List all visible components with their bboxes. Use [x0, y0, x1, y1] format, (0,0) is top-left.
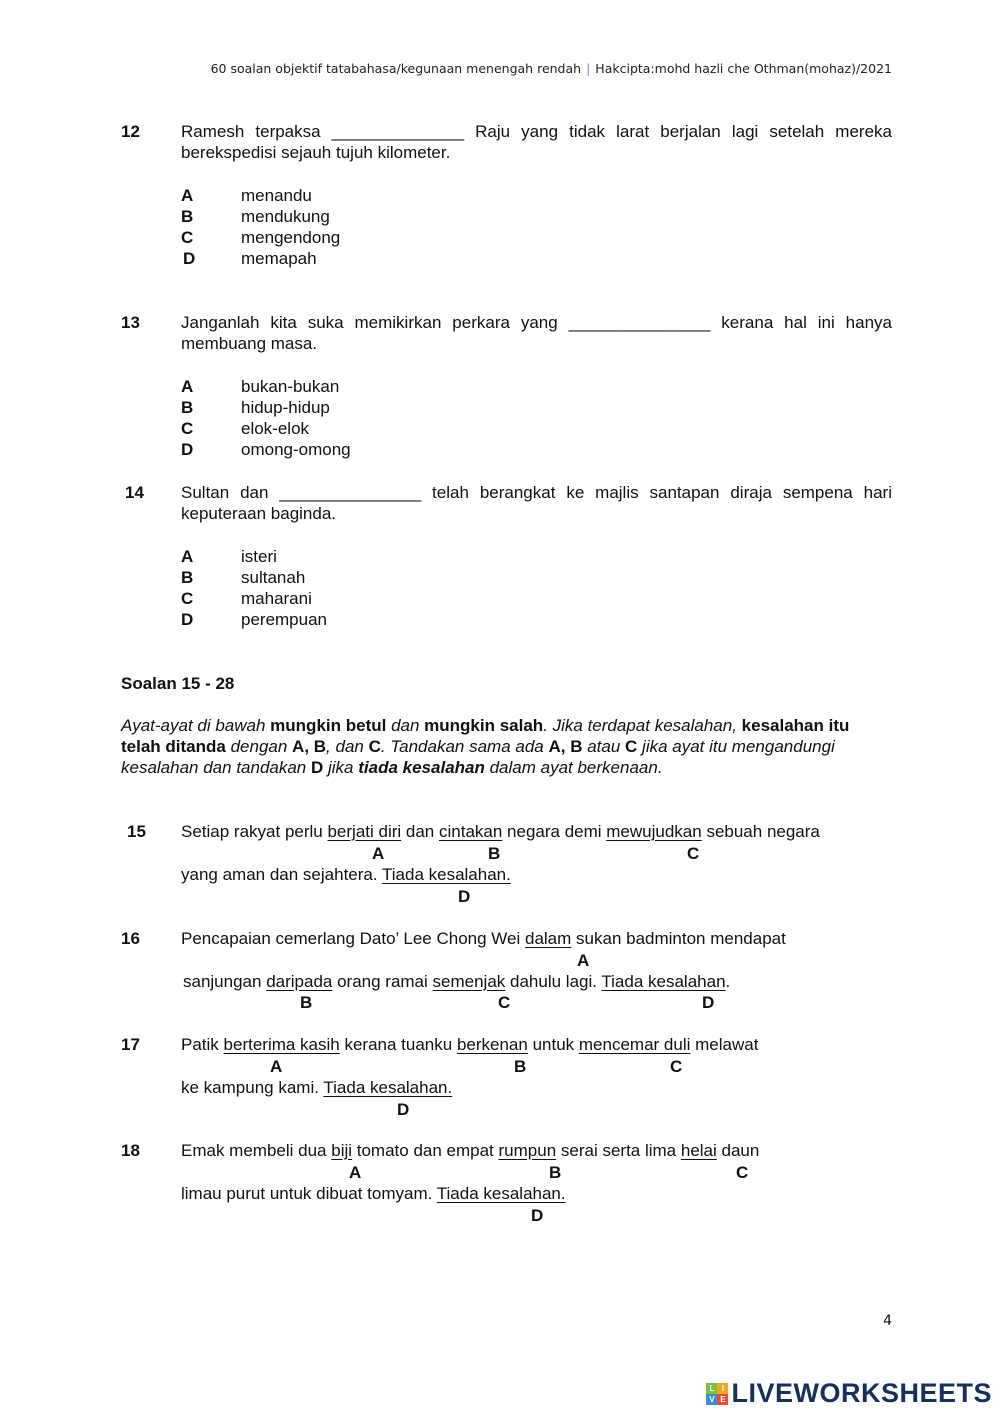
mark-c[interactable]: C [670, 1057, 683, 1076]
header-copyright: Hakcipta:mohd hazli che Othman(mohaz)/2021 [595, 61, 892, 76]
mark-a[interactable]: A [372, 844, 385, 863]
instr-bold: tiada kesalahan [358, 758, 485, 777]
option-letter: B [181, 207, 194, 226]
underlined-segment-b: rumpun [498, 1141, 557, 1160]
sentence-text: kerana tuanku [339, 1035, 457, 1054]
sentence-text: Emak membeli dua [181, 1141, 332, 1160]
sentence-text: negara demi [502, 822, 607, 841]
option-letter: D [181, 440, 194, 459]
section-title: Soalan 15 - 28 [121, 674, 235, 693]
logo-letter: I [717, 1383, 728, 1394]
option-letter: C [181, 228, 194, 247]
instr-text: . Jika terdapat kesalahan, [543, 716, 742, 735]
sentence-text: . [725, 972, 731, 991]
sentence-text: sanjungan [183, 972, 267, 991]
instr-text: jika ayat itu mengandungi kesalahan dan tandakan [121, 737, 835, 777]
logo-letter: E [717, 1394, 728, 1405]
underlined-segment-c: helai [680, 1141, 717, 1160]
sentence-text: Patik [181, 1035, 224, 1054]
instr-bold: mungkin betul [270, 716, 387, 735]
header-title: 60 soalan objektif tatabahasa/kegunaan menengah rendah [210, 61, 582, 76]
sentence-text: serai serta lima [556, 1141, 681, 1160]
underlined-segment-a: dalam [525, 929, 572, 948]
question-text: Janganlah kita suka memikirkan perkara yang _______________ kerana hal ini hanya membuang masa. [181, 313, 892, 353]
underlined-segment-a: berjati diri [327, 822, 402, 841]
sentence-text: melawat [690, 1035, 759, 1054]
underlined-segment-c: semenjak [432, 972, 506, 991]
mark-b[interactable]: B [488, 844, 501, 863]
instr-bold: C [625, 737, 638, 756]
liveworksheets-brand[interactable] [706, 1378, 992, 1409]
question-number: 15 [127, 822, 146, 841]
option-text: maharani [241, 589, 312, 608]
sentence-line-2 [181, 1183, 566, 1204]
mark-c[interactable]: C [687, 844, 700, 863]
mark-b[interactable]: B [514, 1057, 527, 1076]
mark-a[interactable]: A [270, 1057, 283, 1076]
sentence-text: sebuah negara [701, 822, 820, 841]
underlined-segment-b: cintakan [438, 822, 503, 841]
sentence-line-1 [181, 1034, 758, 1055]
underlined-segment-b: berkenan [456, 1035, 528, 1054]
sentence-text: Setiap rakyat perlu [181, 822, 328, 841]
mark-d[interactable]: D [531, 1206, 544, 1225]
option-letter: B [181, 398, 194, 417]
option-text: omong-omong [241, 440, 351, 459]
logo-letter: V [706, 1394, 717, 1405]
option-text: sultanah [241, 568, 306, 587]
mark-b[interactable]: B [300, 993, 313, 1012]
mark-c[interactable]: C [736, 1163, 749, 1182]
instr-bold: C [368, 737, 381, 756]
header-separator: | [586, 61, 591, 76]
brand-name: LIVEWORKSHEETS [731, 1378, 992, 1408]
mark-b[interactable]: B [549, 1163, 562, 1182]
question-text: Sultan dan _______________ telah berangkat ke majlis santapan diraja sempena hari keputeraan baginda. [181, 483, 892, 523]
sentence-text: dan [401, 822, 439, 841]
underlined-segment-d: Tiada kesalahan. [323, 1078, 453, 1097]
sentence-text: orang ramai [332, 972, 433, 991]
question-number: 13 [121, 313, 140, 332]
question-text: Ramesh terpaksa ______________ Raju yang tidak larat berjalan lagi setelah mereka berekspedisi sejauh tujuh kilometer. [181, 122, 892, 162]
sentence-line-2 [183, 971, 730, 992]
logo-letter: L [706, 1383, 717, 1394]
underlined-segment-b: daripada [266, 972, 333, 991]
option-text: bukan-bukan [241, 377, 340, 396]
option-letter: D [183, 249, 196, 268]
option-text: menandu [241, 186, 312, 205]
underlined-segment-c: mencemar duli [578, 1035, 691, 1054]
sentence-text: limau purut untuk dibuat tomyam. [181, 1184, 437, 1203]
option-letter: A [181, 377, 194, 396]
option-text: mengendong [241, 228, 341, 247]
instr-text: Ayat-ayat di bawah [121, 716, 271, 735]
sentence-line-1 [181, 1140, 759, 1161]
instr-text: . Tandakan sama ada [380, 737, 549, 756]
option-text: isteri [241, 547, 277, 566]
sentence-line-1 [181, 821, 820, 842]
underlined-segment-a: biji [331, 1141, 353, 1160]
option-letter: D [181, 610, 194, 629]
mark-c[interactable]: C [498, 993, 511, 1012]
sentence-text: yang aman dan sejahtera. [181, 865, 382, 884]
instr-text: dalam ayat berkenaan. [484, 758, 663, 777]
instr-text: dan [386, 716, 425, 735]
sentence-line-2 [181, 864, 511, 885]
instr-text: dengan [225, 737, 293, 756]
option-letter: A [181, 547, 194, 566]
underlined-segment-d: Tiada kesalahan [601, 972, 726, 991]
sentence-text: sukan badminton mendapat [571, 929, 786, 948]
instr-bold: A, B [548, 737, 583, 756]
instr-bold: D [311, 758, 324, 777]
option-letter: B [181, 568, 194, 587]
section-instructions [121, 715, 892, 778]
sentence-text: tomato dan empat [352, 1141, 499, 1160]
question-number: 12 [121, 122, 140, 141]
mark-d[interactable]: D [397, 1100, 410, 1119]
option-text: memapah [241, 249, 317, 268]
mark-a[interactable]: A [577, 951, 590, 970]
underlined-segment-c: mewujudkan [606, 822, 702, 841]
instr-bold: kesalahan itu telah ditanda [121, 716, 850, 756]
instr-bold: mungkin salah [424, 716, 544, 735]
option-text: mendukung [241, 207, 330, 226]
sentence-text: untuk [527, 1035, 579, 1054]
instr-bold: A, B [292, 737, 327, 756]
option-text: hidup-hidup [241, 398, 330, 417]
option-letter: C [181, 589, 194, 608]
option-text: elok-elok [241, 419, 310, 438]
question-number: 14 [125, 483, 144, 502]
option-text: perempuan [241, 610, 328, 629]
question-number: 18 [121, 1141, 140, 1160]
page-header [211, 61, 892, 76]
option-letter: A [181, 186, 194, 205]
mark-d[interactable]: D [702, 993, 715, 1012]
instr-text: atau [582, 737, 626, 756]
mark-a[interactable]: A [349, 1163, 362, 1182]
underlined-segment-d: Tiada kesalahan. [436, 1184, 566, 1203]
underlined-segment-a: berterima kasih [223, 1035, 340, 1054]
sentence-text: daun [716, 1141, 760, 1160]
instr-text: jika [323, 758, 359, 777]
sentence-text: dahulu lagi. [505, 972, 602, 991]
instr-text: , dan [326, 737, 369, 756]
option-letter: C [181, 419, 194, 438]
question-number: 17 [121, 1035, 140, 1054]
mark-d[interactable]: D [458, 887, 471, 906]
sentence-text: ke kampung kami. [181, 1078, 324, 1097]
sentence-line-2 [181, 1077, 452, 1098]
liveworksheets-logo-icon [706, 1383, 728, 1405]
sentence-line-1 [181, 928, 786, 949]
question-number: 16 [121, 929, 140, 948]
underlined-segment-d: Tiada kesalahan. [382, 865, 511, 884]
sentence-text: Pencapaian cemerlang Dato’ Lee Chong Wei [181, 929, 525, 948]
page-number: 4 [883, 1313, 892, 1329]
